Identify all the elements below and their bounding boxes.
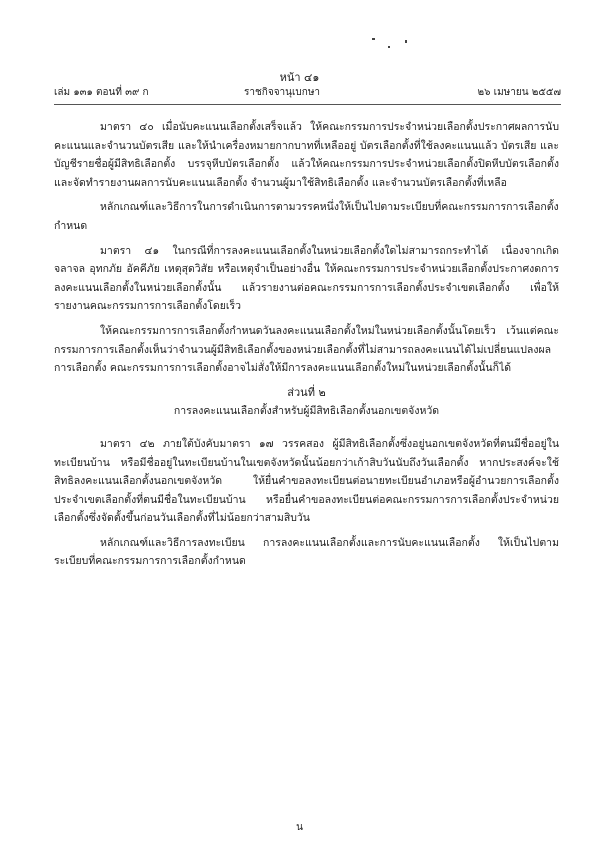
header-rule <box>54 104 561 105</box>
part-title: ส่วนที่ ๒ <box>287 385 326 399</box>
part-subtitle: การลงคะแนนเลือกตั้งสำหรับผู้มีสิทธิเลือกตั้งนอกเขตจังหวัด <box>173 405 440 418</box>
section-40-rule-paragraph: หลักเกณฑ์และวิธีการในการดำเนินการตามวรรคหนึ่งให้เป็นไปตามระเบียบที่คณะกรรมการการเลือกตั้งกำหนด <box>54 201 559 232</box>
section-40-paragraph: มาตรา ๔๐ เมื่อนับคะแนนเลือกตั้งเสร็จแล้ว ให้คณะกรรมการประจำหน่วยเลือกตั้งประกาศผลการนับคะแนนและจำนวนบัตรเสีย และให้นำเครื่องหมายกากบาทที่เหลืออยู่ บัตรเลือกตั้งที่ใช้ลงคะแนนแล้ว บัตรเสีย และบัญชีรายชื่อผู้มีสิทธิเลือกตั้ง บรรจุหีบบัตรเลือกตั้ง แล้วให้คณะกรรมการประจำหน่วยเลือกตั้งปิดหีบบัตรเลือกตั้งและจัดทำรายงานผลการนับคะแนนเลือกตั้ง จำนวนผู้มาใช้สิทธิเลือกตั้ง และจำนวนบัตรเลือกตั้งที่เหลือ <box>54 121 559 189</box>
gazette-name: ราชกิจจานุเบกษา <box>244 87 321 98</box>
section-42-rule-paragraph: หลักเกณฑ์และวิธีการลงทะเบียน การลงคะแนนเลือกตั้งและการนับคะแนนเลือกตั้ง ให้เป็นไปตามระเบียบที่คณะกรรมการการเลือกตั้งกำหนด <box>54 536 559 568</box>
publication-date: ๒๖ เมษายน ๒๕๕๗ <box>477 87 561 98</box>
page-number: หน้า ๔๑ <box>279 71 320 84</box>
footer-mark: น <box>296 822 303 833</box>
scan-speck <box>388 46 390 48</box>
section-41-paragraph: มาตรา ๔๑ ในกรณีที่การลงคะแนนเลือกตั้งในหน่วยเลือกตั้งใดไม่สามารถกระทำได้ เนื่องจากเกิดจลาจล อุทกภัย อัคคีภัย เหตุสุดวิสัย หรือเหตุจำเป็นอย่างอื่น ให้คณะกรรมการประจำหน่วยเลือกตั้งประกาศงดการลงคะแนนเลือกตั้งในหน่วยเลือกตั้งนั้น แล้วรายงานต่อคณะกรรมการการเลือกตั้งประจำเขตเลือกตั้ง เพื่อให้รายงานคณะกรรมการการเลือกตั้งโดยเร็ว <box>54 244 559 313</box>
section-41-second-paragraph: ให้คณะกรรมการการเลือกตั้งกำหนดวันลงคะแนนเลือกตั้งใหม่ในหน่วยเลือกตั้งนั้นโดยเร็ว เว้นแต่คณะกรรมการการเลือกตั้งเห็นว่าจำนวนผู้มีสิทธิเลือกตั้งของหน่วยเลือกตั้งที่ไม่สามารถลงคะแนนได้ไม่เปลี่ยนแปลงผลการเลือกตั้ง คณะกรรมการการเลือกตั้งอาจไม่สั่งให้มีการลงคะแนนเลือกตั้งใหม่ในหน่วยเลือกตั้งนั้นก็ได้ <box>54 324 559 375</box>
section-42-paragraph: มาตรา ๔๒ ภายใต้บังคับมาตรา ๑๗ วรรคสอง ผู้มีสิทธิเลือกตั้งซึ่งอยู่นอกเขตจังหวัดที่ตนมีชื่ออยู่ในทะเบียนบ้าน หรือมีชื่ออยู่ในทะเบียนบ้านในเขตจังหวัดนั้นน้อยกว่าเก้าสิบวันนับถึงวันเลือกตั้ง หากประสงค์จะใช้สิทธิลงคะแนนเลือกตั้งนอกเขตจังหวัด ให้ยื่นคำขอลงทะเบียนต่อนายทะเบียนอำเภอหรือผู้อำนวยการเลือกตั้งประจำเขตเลือกตั้งที่ตนมีชื่อในทะเบียนบ้าน หรือยื่นคำขอลงทะเบียนต่อคณะกรรมการการเลือกตั้งประจำหน่วยเลือกตั้งซึ่งจัดตั้งขึ้นก่อนวันเลือกตั้งที่ไม่น้อยกว่าสามสิบวัน <box>54 437 559 525</box>
scan-speck <box>405 40 407 43</box>
document-body <box>54 118 559 577</box>
volume-issue: เล่ม ๑๓๑ ตอนที่ ๓๙ ก <box>54 87 149 98</box>
scan-speck <box>372 38 375 40</box>
running-header <box>54 85 561 101</box>
